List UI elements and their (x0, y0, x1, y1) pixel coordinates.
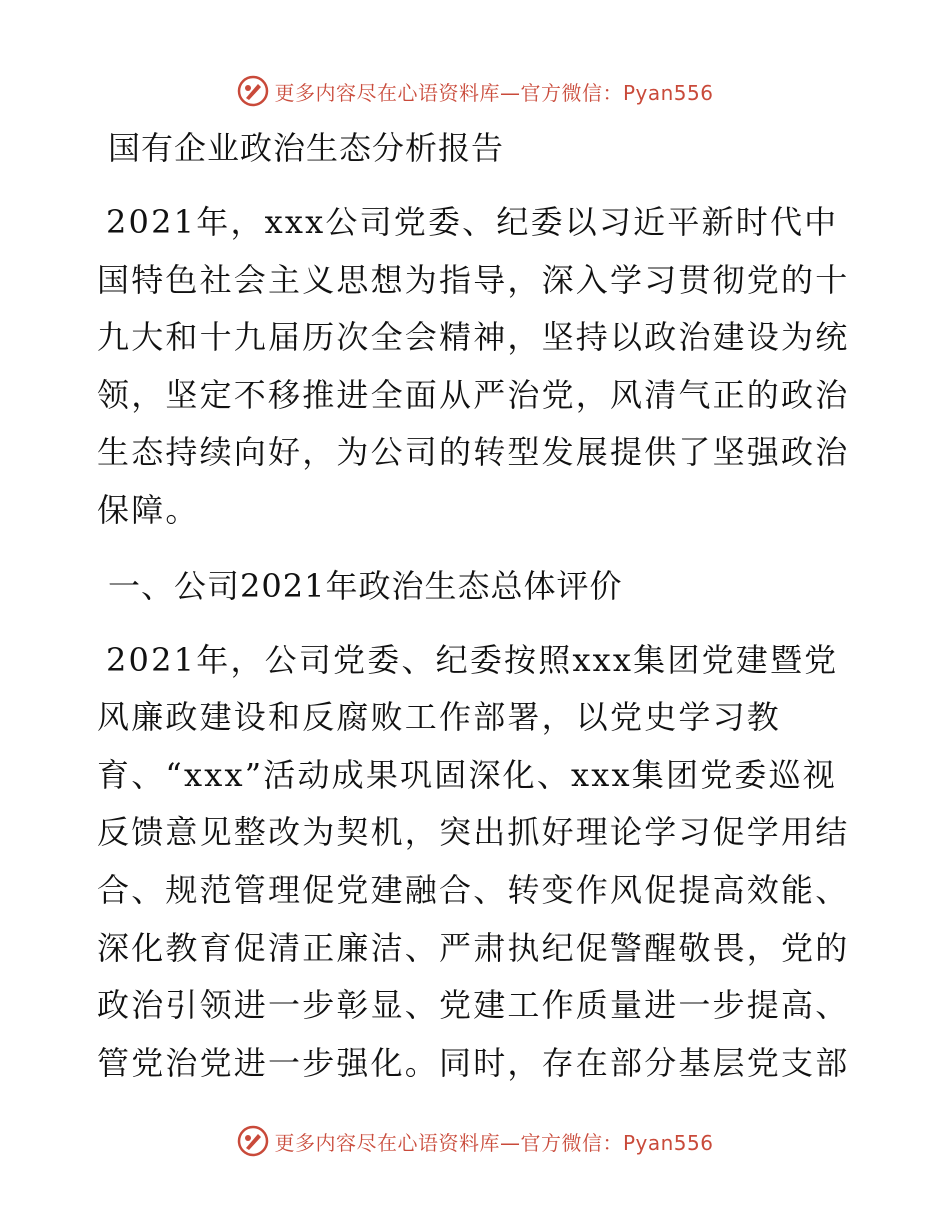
header-watermark (0, 71, 950, 111)
paragraph-evaluation (97, 632, 862, 1093)
circle-quill-logo-icon (236, 1124, 270, 1158)
section-heading-1: 一、公司2021年政治生态总体评价 (108, 566, 623, 605)
watermark-text: 更多内容尽在心语资料库—官方微信：Pyan556 (274, 1130, 714, 1155)
paragraph-intro (97, 194, 862, 540)
circle-quill-logo-icon (236, 74, 270, 108)
footer-watermark (0, 1121, 950, 1161)
paragraph-intro-text: 2021年，xxx公司党委、纪委以习近平新时代中国特色社会主义思想为指导，深入学习贯彻党的十九大和十九届历次全会精神，坚持以政治建设为统领，坚定不移推进全面从严治党，风清气正的政治生态持续向好，为公司的转型发展提供了坚强政治保障。 (97, 203, 850, 529)
document-body (97, 126, 862, 1116)
paragraph-evaluation-text: 2021年，公司党委、纪委按照xxx集团党建暨党风廉政建设和反腐败工作部署，以党史学习教育、“xxx”活动成果巩固深化、xxx集团党委巡视反馈意见整改为契机，突出抓好理论学习促学用结合、规范管理促党建融合、转变作风促提高效能、深化教育促清正廉洁、严肃执纪促警醒敬畏，党的政治引领进一步彰显、党建工作质量进一步提高、管党治党进一步强化。同时，存在部分基层党支部 (97, 640, 850, 1082)
document-title: 国有企业政治生态分析报告 (108, 129, 505, 167)
watermark-text: 更多内容尽在心语资料库—官方微信：Pyan556 (274, 80, 714, 105)
